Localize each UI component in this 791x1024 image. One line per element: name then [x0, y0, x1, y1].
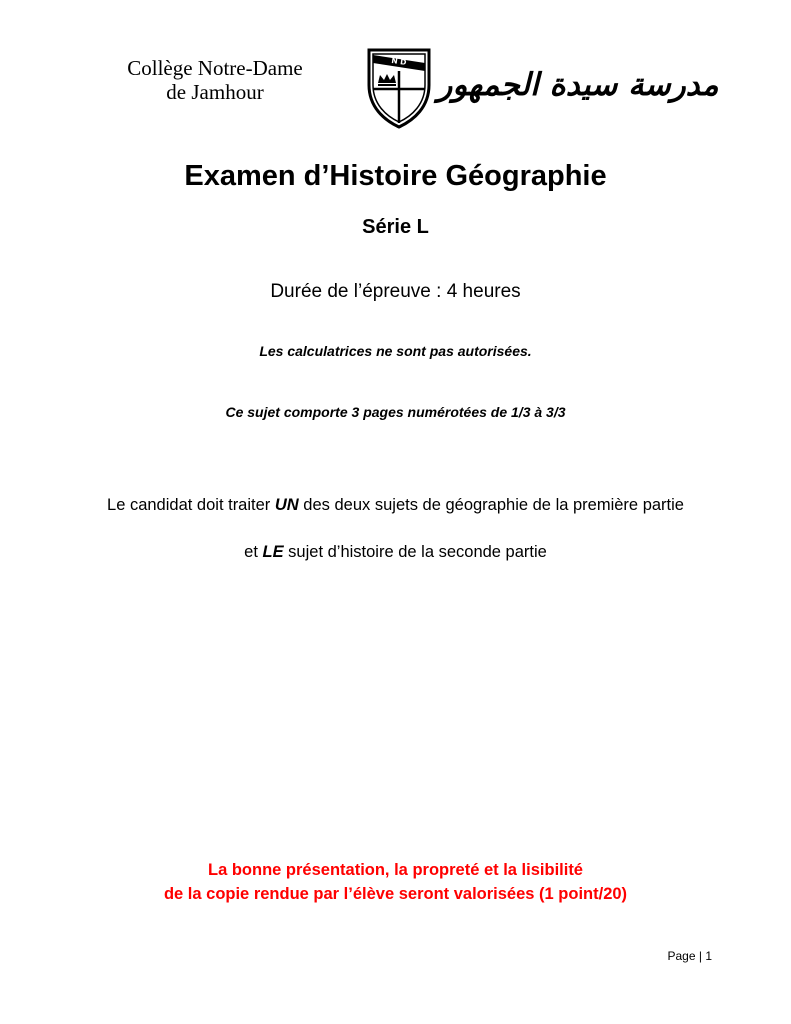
page-footer: Page | 1 — [667, 949, 712, 963]
crown-icon — [378, 74, 396, 83]
presentation-note — [0, 858, 791, 906]
crest-logo — [366, 47, 432, 129]
pages-note: Ce sujet comporte 3 pages numérotées de 1/3 à 3/3 — [225, 404, 566, 420]
school-name-line1: Collège Notre-Dame — [127, 56, 303, 80]
school-name-line2: de Jamhour — [166, 80, 264, 104]
instruction-1-start: Le candidat doit traiter — [107, 496, 275, 514]
instruction-line-1 — [0, 496, 791, 515]
instruction-1-emphasis: UN — [274, 496, 299, 514]
calculator-note: Les calculatrices ne sont pas autorisées. — [259, 343, 532, 359]
arabic-school-name: مدرسة سيدة الجمهور — [437, 67, 719, 103]
page-label: Page — [667, 949, 696, 963]
instruction-line-2 — [0, 543, 791, 562]
series-label: Série L — [362, 216, 429, 238]
page-number: 1 — [705, 949, 712, 963]
crest-letters: N D — [390, 55, 408, 68]
exam-duration: Durée de l’épreuve : 4 heures — [270, 281, 521, 302]
instruction-1-end: des deux sujets de géographie de la première partie — [298, 496, 684, 514]
school-name — [105, 56, 325, 104]
presentation-note-line2: de la copie rendue par l’élève seront valorisées (1 point/20) — [163, 885, 628, 903]
presentation-note-line1: La bonne présentation, la propreté et la lisibilité — [208, 861, 583, 879]
page-title: Examen d’Histoire Géographie — [184, 160, 607, 192]
instruction-2-end: sujet d’histoire de la seconde partie — [283, 543, 547, 561]
instruction-2-emphasis: LE — [262, 543, 284, 561]
instruction-2-start: et — [244, 543, 263, 561]
